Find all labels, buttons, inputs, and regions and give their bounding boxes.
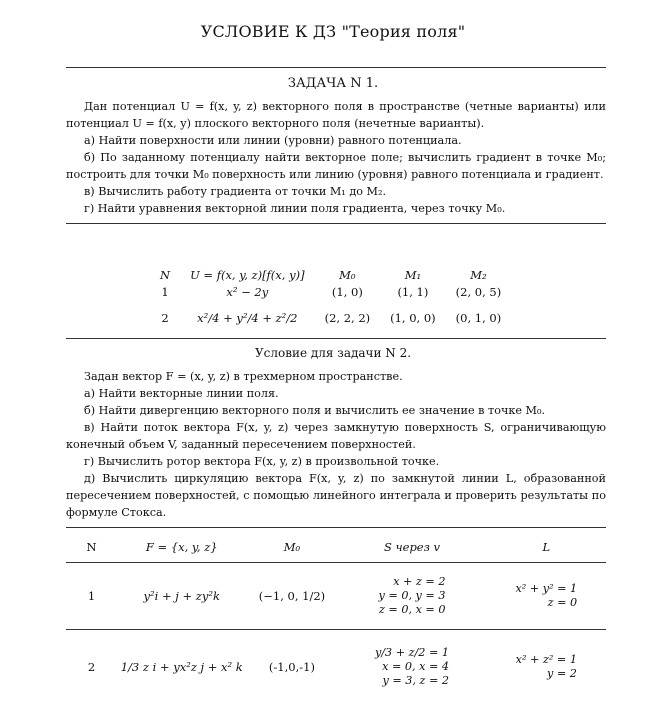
task2-item-a: а) Найти векторные линии поля. (84, 387, 279, 400)
table2-col-l: L (542, 540, 551, 554)
table1-col-m1: M₁ (404, 267, 422, 282)
task2-text (66, 368, 606, 521)
divider (66, 67, 606, 68)
line-list (515, 582, 577, 610)
cell-l (487, 563, 606, 630)
task1-intro: Дан потенциал U = f(x, y, z) векторного поля в пространстве (четные варианты) или потенциал U = f(x, y) плоского векторного поля (нечетные варианты). (66, 100, 606, 130)
line-eq: z = 0 (547, 596, 578, 609)
cell-l (487, 630, 606, 704)
cell-m1: (1, 1) (397, 284, 429, 299)
table2-header (66, 532, 606, 563)
table1-col-m0: M₀ (339, 267, 356, 282)
cell-f: y²i + j + zy²k (143, 589, 220, 603)
surface-eq: y = 0, y = 3 (378, 589, 446, 602)
table1-col-u: U = f(x, y, z)[f(x, y)] (190, 267, 305, 282)
surface-eq: x + z = 2 (393, 575, 446, 588)
task1-item-a: а) Найти поверхности или линии (уровни) равного потенциала. (84, 134, 462, 147)
cell-s (337, 630, 486, 704)
line-list (516, 653, 577, 681)
divider (66, 223, 606, 224)
table2-col-n: N (86, 540, 97, 554)
cell-n: 2 (161, 311, 169, 325)
task2-item-e: д) Вычислить циркуляцию вектора F(x, y, z) по замкнутой линии L, образованной пересечением поверхностей, с помощью линейного интеграла и проверить результаты по формуле Стокса. (66, 472, 606, 519)
table2 (66, 532, 606, 704)
table1-header (150, 266, 511, 283)
cell-m2: (0, 1, 0) (455, 311, 502, 325)
table-row (66, 630, 606, 704)
cell-m0: (−1, 0, 1/2) (258, 589, 326, 603)
task1-item-d: г) Найти уравнения векторной линии поля градиента, через точку M₀. (84, 202, 506, 215)
cell-n: 1 (87, 589, 96, 603)
cell-m0: (1, 0) (331, 284, 363, 299)
cell-n: 1 (161, 284, 169, 299)
cell-m1: (1, 0, 0) (390, 311, 436, 325)
task2-item-c: в) Найти поток вектора F(x, y, z) через замкнутую поверхность S, ограничивающую конечный объем V, заданный пересечением поверхностей. (66, 421, 606, 451)
line-eq: x² + y² = 1 (515, 582, 578, 595)
cell-u: x²/4 + y²/4 + z²/2 (197, 311, 298, 325)
table2-col-m0: M₀ (283, 540, 301, 554)
task1-item-c: в) Вычислить работу градиента от точки M₁ до M₂. (84, 185, 387, 198)
table1-col-m2: M₂ (470, 267, 487, 282)
surface-eq: y/3 + z/2 = 1 (374, 646, 450, 659)
cell-m2: (2, 0, 5) (455, 284, 502, 299)
table2-col-s: S через v (383, 540, 441, 554)
line-eq: y = 2 (547, 667, 577, 680)
cell-n: 2 (87, 660, 96, 674)
table2-col-f: F = {x, y, z} (145, 540, 218, 554)
cell-f: 1/3 z i + yx²z j + x² k (120, 660, 243, 674)
task1-text (66, 98, 606, 217)
task2-title: Условие для задачи N 2. (254, 346, 412, 360)
surface-eq: x = 0, x = 4 (382, 660, 450, 673)
table-row (150, 300, 511, 336)
cell-s (337, 563, 486, 630)
task2-intro: Задан вектор F = (x, y, z) в трехмерном пространстве. (84, 370, 403, 383)
cell-u: x² − 2y (226, 284, 269, 299)
surface-eq: y = 3, z = 2 (382, 674, 450, 687)
line-eq: x² + z² = 1 (515, 653, 577, 666)
cell-m0: (2, 2, 2) (324, 311, 371, 325)
table1-col-n: N (160, 267, 171, 282)
cell-m0: (-1,0,-1) (268, 660, 315, 674)
surface-eq: z = 0, x = 0 (378, 603, 446, 616)
divider (66, 338, 606, 339)
task2-item-b: б) Найти дивергенцию векторного поля и вычислить ее значение в точке M₀. (84, 404, 546, 417)
surface-list (375, 646, 449, 688)
table-row (150, 283, 511, 300)
page-title: УСЛОВИЕ К ДЗ "Теория поля" (200, 22, 466, 41)
task1-item-b: б) По заданному потенциалу найти векторное поле; вычислить градиент в точке M₀; построить для точки M₀ поверхность или линию (уровня) равного потенциала и градиент. (66, 151, 606, 181)
task2-item-d: г) Вычислить ротор вектора F(x, y, z) в произвольной точке. (84, 455, 440, 468)
table1 (150, 266, 511, 336)
divider (66, 527, 606, 528)
surface-list (379, 575, 446, 617)
task1-title: ЗАДАЧА N 1. (287, 76, 379, 91)
table-row (66, 563, 606, 630)
